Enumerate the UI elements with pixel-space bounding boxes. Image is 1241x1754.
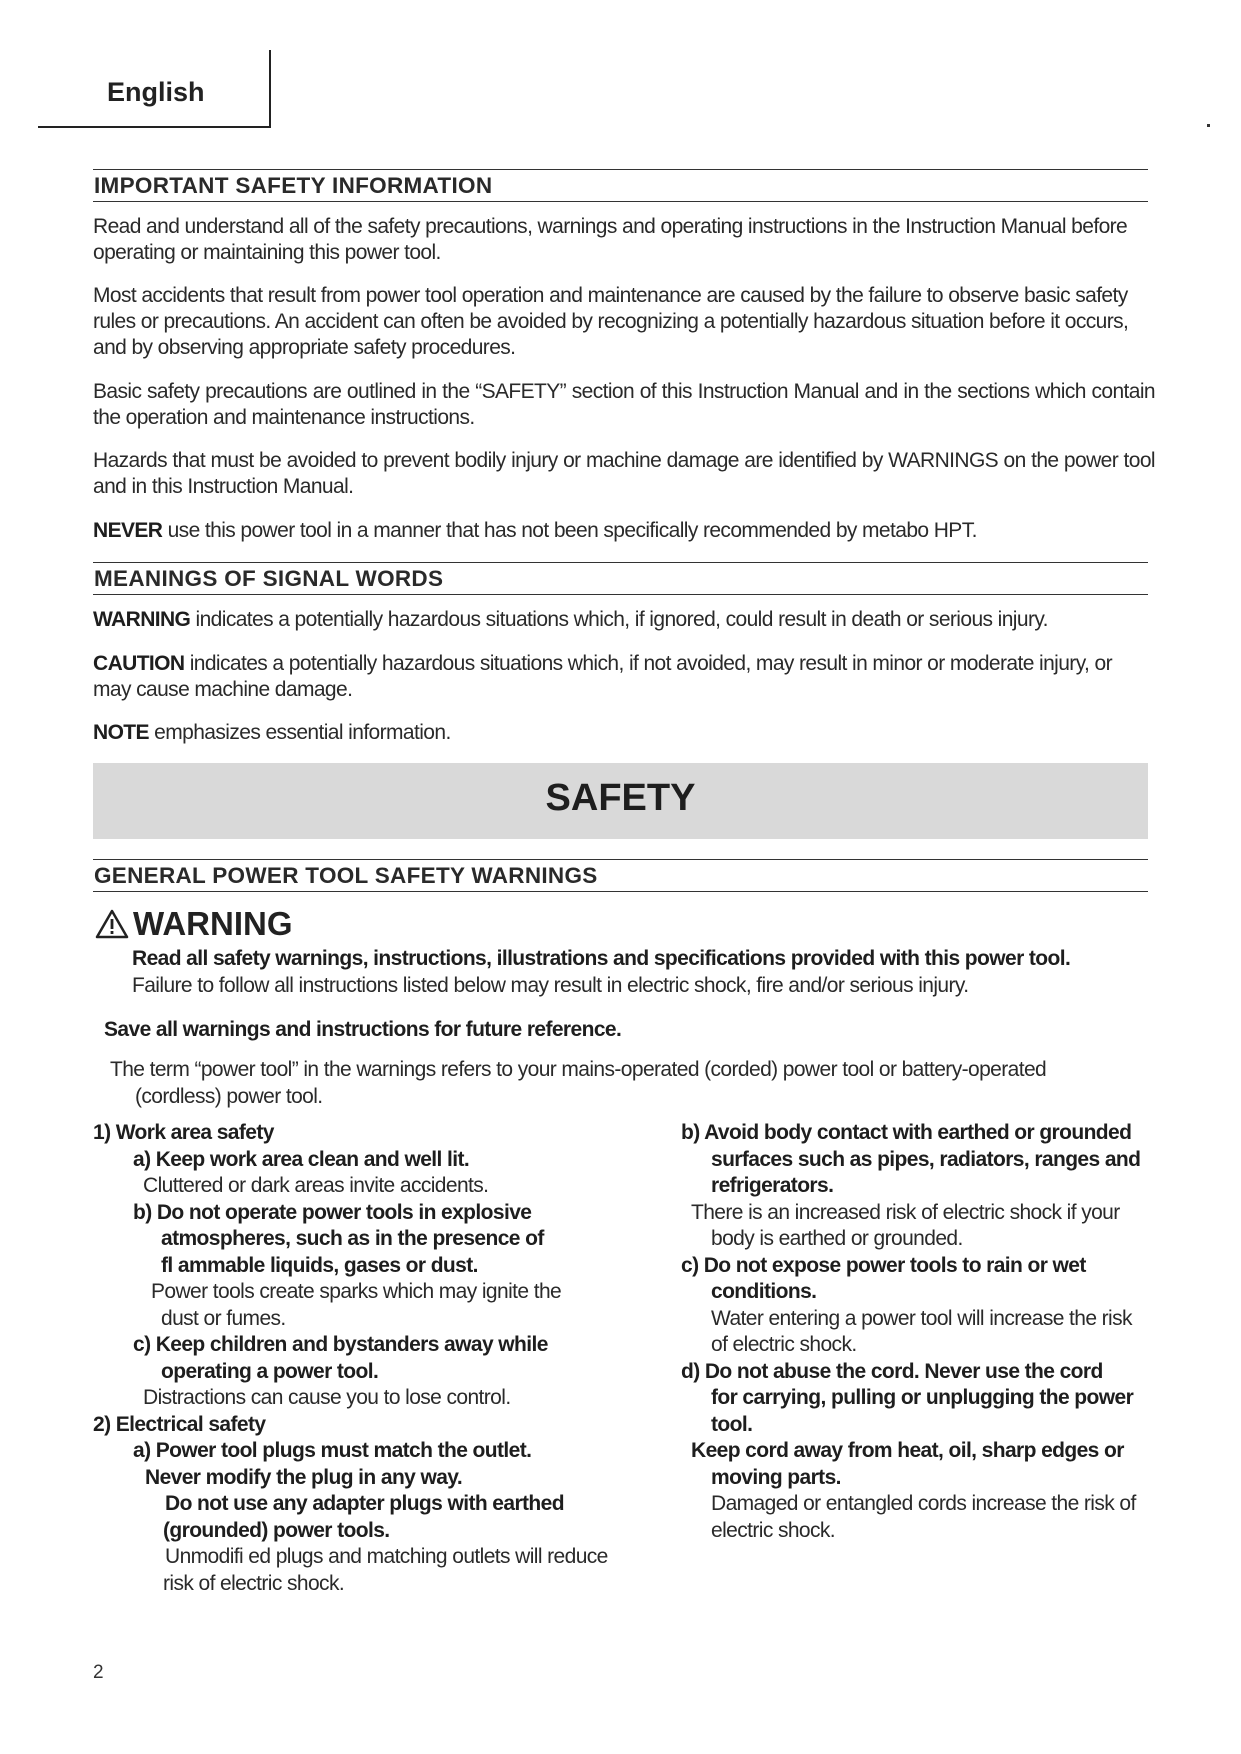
- work-area-a-text: Cluttered or dark areas invite accidents.: [143, 1174, 489, 1197]
- signal-note-definition: [93, 720, 1155, 746]
- signal-note-term: NOTE: [93, 721, 149, 744]
- electrical-d-title-4: Keep cord away from heat, oil, sharp edges or: [691, 1439, 1124, 1462]
- signal-caution-term: CAUTION: [93, 652, 185, 675]
- warning-label: WARNING: [133, 905, 293, 942]
- important-info-paragraph-2: Most accidents that result from power tool operation and maintenance are caused by the failure to observe basic safety rules or precautions. An accident can often be avoided by recognizing a potentially hazardous situation before it occurs, and by observing appropriate safety procedures.: [93, 284, 1129, 359]
- electrical-d-title-2: for carrying, pulling or unplugging the power: [711, 1386, 1134, 1409]
- power-tool-term-line-1: The term “power tool” in the warnings refers to your mains-operated (corded) power tool or battery-operated: [110, 1058, 1047, 1081]
- safety-banner: [93, 763, 1148, 839]
- important-info-paragraph-4: Hazards that must be avoided to prevent bodily injury or machine damage are identified by WARNINGS on the power tool and in this Instruction Manual.: [93, 449, 1155, 498]
- warning-intro: [132, 946, 1162, 999]
- language-label: English: [107, 77, 205, 107]
- section-heading-important-info: IMPORTANT SAFETY INFORMATION: [93, 169, 1148, 202]
- power-tool-term: [110, 1057, 1155, 1110]
- electrical-a-title-3: Do not use any adapter plugs with earthed: [165, 1492, 564, 1515]
- electrical-b-title-1: b) Avoid body contact with earthed or grounded: [681, 1121, 1132, 1144]
- language-tab: [38, 50, 271, 128]
- electrical-b-text-1: There is an increased risk of electric shock if your: [691, 1200, 1120, 1224]
- safety-banner-title: SAFETY: [545, 777, 696, 819]
- signal-caution-definition: [93, 651, 1155, 703]
- save-instruction-text: Save all warnings and instructions for future reference.: [104, 1018, 622, 1041]
- signal-note-text: emphasizes essential information.: [148, 721, 451, 744]
- work-area-c-title-1: c) Keep children and bystanders away while: [133, 1333, 548, 1356]
- work-area-b-title-3: fl ammable liquids, gases or dust.: [161, 1253, 478, 1277]
- failure-text: Failure to follow all instructions listed below may result in electric shock, fire and/or serious injury.: [132, 973, 969, 997]
- signal-caution-text: indicates a potentially hazardous situations which, if not avoided, may result in minor or moderate injury, or may cause machine damage.: [93, 652, 1112, 701]
- warning-heading: [95, 904, 293, 944]
- electrical-a-title-2: Never modify the plug in any way.: [145, 1465, 463, 1489]
- work-area-safety-heading: 1) Work area safety: [93, 1121, 274, 1144]
- read-all-instruction: Read all safety warnings, instructions, illustrations and specifications provided with this power tool.: [132, 947, 1071, 970]
- signal-warning-definition: [93, 607, 1155, 633]
- never-term: NEVER: [93, 519, 163, 542]
- electrical-d-title-3: tool.: [711, 1412, 753, 1436]
- work-area-a-title: a) Keep work area clean and well lit.: [133, 1147, 470, 1171]
- electrical-a-text-1: Unmodifi ed plugs and matching outlets will reduce: [165, 1545, 608, 1568]
- electrical-c-title-2: conditions.: [711, 1280, 817, 1303]
- electrical-c-title-1: c) Do not expose power tools to rain or wet: [681, 1253, 1086, 1277]
- signal-warning-text: indicates a potentially hazardous situations which, if ignored, could result in death or serious injury.: [190, 608, 1048, 631]
- electrical-d-title-1: d) Do not abuse the cord. Never use the cord: [681, 1359, 1103, 1383]
- left-column: [93, 1120, 623, 1597]
- electrical-c-text-2: of electric shock.: [711, 1333, 857, 1356]
- work-area-b-title-1: b) Do not operate power tools in explosive: [133, 1200, 532, 1224]
- work-area-b-title-2: atmospheres, such as in the presence of: [161, 1227, 544, 1250]
- save-instruction: [104, 1017, 1154, 1044]
- power-tool-term-line-2: (cordless) power tool.: [135, 1084, 323, 1108]
- page-number: 2: [93, 1662, 104, 1683]
- work-area-b-text-1: Power tools create sparks which may ignite the: [151, 1280, 562, 1303]
- right-column: [681, 1120, 1161, 1544]
- electrical-b-title-2: surfaces such as pipes, radiators, ranges and: [711, 1147, 1141, 1171]
- electrical-a-title-4: (grounded) power tools.: [163, 1518, 390, 1542]
- electrical-c-text-1: Water entering a power tool will increase the risk: [711, 1306, 1132, 1330]
- section-heading-general-warnings: GENERAL POWER TOOL SAFETY WARNINGS: [93, 859, 1148, 892]
- stray-mark: [1207, 124, 1210, 127]
- work-area-b-text-2: dust or fumes.: [161, 1306, 286, 1330]
- electrical-d-text-1: Damaged or entangled cords increase the risk of: [711, 1492, 1136, 1515]
- warning-triangle-icon: [95, 909, 129, 939]
- electrical-a-title-1: a) Power tool plugs must match the outlet.: [133, 1439, 532, 1462]
- electrical-d-text-2: electric shock.: [711, 1518, 836, 1542]
- section-heading-signal-words: MEANINGS OF SIGNAL WORDS: [93, 562, 1148, 595]
- work-area-c-title-2: operating a power tool.: [161, 1359, 379, 1383]
- signal-warning-term: WARNING: [93, 608, 191, 631]
- electrical-d-title-5: moving parts.: [711, 1465, 841, 1489]
- work-area-c-text: Distractions can cause you to lose control.: [143, 1386, 511, 1409]
- electrical-b-text-2: body is earthed or grounded.: [711, 1227, 963, 1250]
- electrical-safety-heading: 2) Electrical safety: [93, 1412, 266, 1436]
- never-text: use this power tool in a manner that has not been specifically recommended by metabo HPT.: [162, 519, 977, 542]
- electrical-a-text-2: risk of electric shock.: [163, 1571, 345, 1595]
- important-info-paragraph-1: Read and understand all of the safety precautions, warnings and operating instructions in the Instruction Manual before operating or maintaining this power tool.: [93, 215, 1128, 264]
- important-info-paragraph-3: Basic safety precautions are outlined in the “SAFETY” section of this Instruction Manual and in the sections which contain the operation and maintenance instructions.: [93, 380, 1155, 429]
- electrical-b-title-3: refrigerators.: [711, 1174, 834, 1197]
- important-info-paragraph-5: [93, 518, 1155, 544]
